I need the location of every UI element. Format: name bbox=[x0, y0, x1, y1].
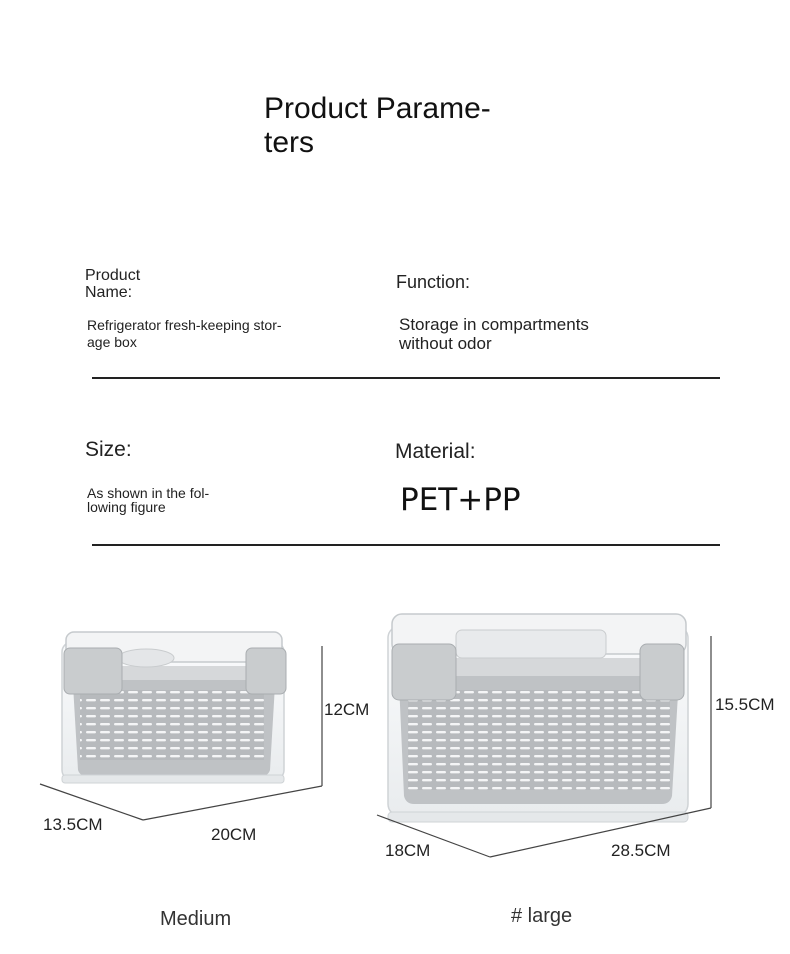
material-value: PET+PP bbox=[400, 482, 521, 518]
large-box-image bbox=[388, 614, 688, 822]
page-title: Product Parame- ters bbox=[264, 92, 491, 159]
function-label: Function: bbox=[396, 272, 471, 292]
large-width-label: 28.5CM bbox=[611, 841, 671, 860]
medium-width-label: 20CM bbox=[211, 825, 257, 844]
large-caption: # large bbox=[511, 905, 573, 927]
large-height-label: 15.5CM bbox=[715, 695, 775, 714]
medium-height-label: 12CM bbox=[324, 700, 370, 719]
large-depth-label: 18CM bbox=[385, 841, 431, 860]
product-name-value: Refrigerator fresh-keeping stor- age box bbox=[87, 317, 282, 350]
material-label: Material: bbox=[395, 440, 476, 463]
size-value: As shown in the fol- lowing figure bbox=[87, 485, 210, 515]
product-name-label: Product Name: bbox=[85, 267, 141, 301]
function-value: Storage in compartments without odor bbox=[399, 315, 589, 353]
medium-box-image bbox=[62, 632, 286, 783]
medium-caption: Medium bbox=[160, 908, 232, 930]
size-label: Size: bbox=[85, 438, 132, 461]
medium-depth-label: 13.5CM bbox=[43, 815, 103, 834]
